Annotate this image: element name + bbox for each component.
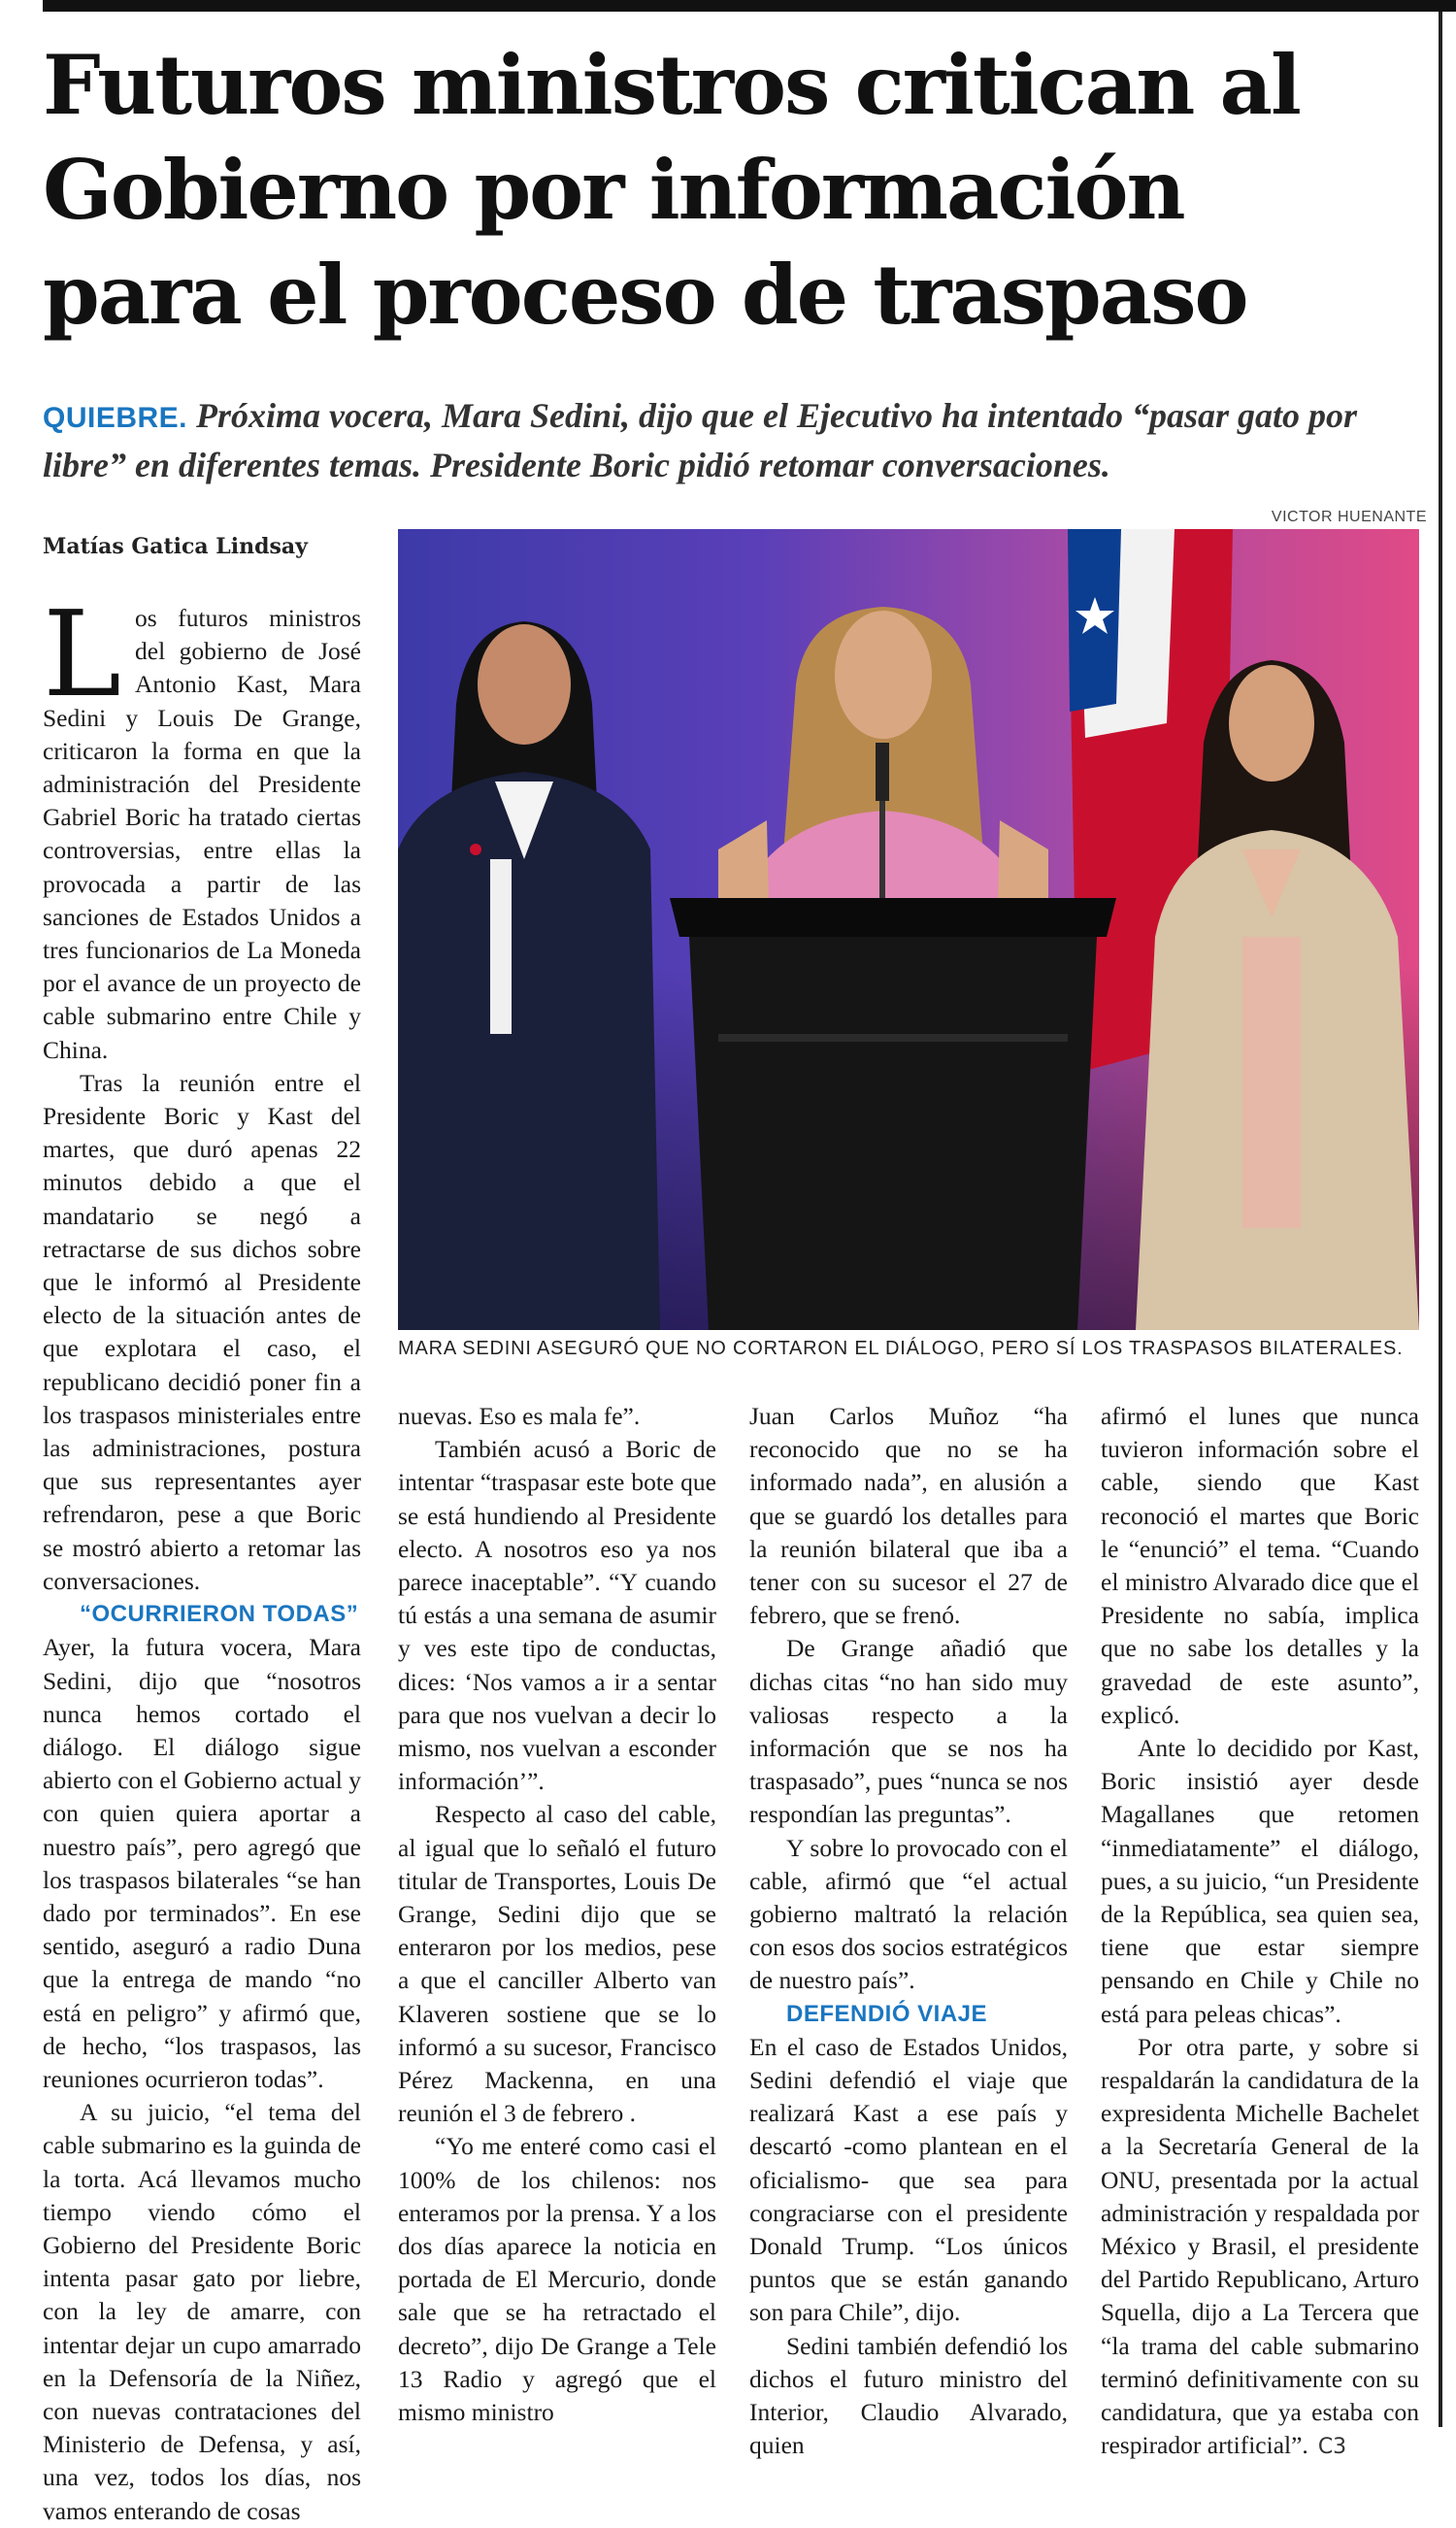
headline [43,33,1421,348]
col3-paragraph-1: Juan Carlos Muñoz “ha reconocido que no se ha informado nada”, en alusión a que se guardó los detalles para la reunión bilateral que iba a tener con su sucesor el 27 de febrero, que se frenó. [749,1402,1068,1630]
col4-paragraph-3 [1101,2031,1419,2465]
col4-paragraph-2: Ante lo decidido por Kast, Boric insistió ayer desde Magallanes que retomen “inmediatamente” el diálogo, pues, a su juicio, “un Presidente de la República, sea quien sea, tiene que estar siempre pensando en Chile y Chile no está para peleas chicas”. [1101,1734,1419,2028]
article-column-1 [43,585,361,2528]
article-column-4 [1101,1400,1419,2465]
col1-paragraph-4: A su juicio, “el tema del cable submarino es la guinda de la torta. Acá llevamos mucho tiempo viendo cómo el Gobierno del Presidente Boric intenta pasar gato por liebre, con la ley de amarre, con intentar dejar un cupo amarrado en la Defensoría de la Niñez, con nuevas contrataciones del Ministerio de Defensa, y así, una vez, todos los días, nos vamos enterando de cosas [43,2098,361,2525]
article-column-2 [398,1400,716,2429]
headline-line-1: Futuros ministros critican al [43,37,1300,133]
col2-paragraph-4: “Yo me enteré como casi el 100% de los chilenos: nos enteramos por la prensa. Y a los dos días aparece la noticia en portada de El Mercurio, donde sale que se ha retractado el decreto”, dijo De Grange a Tele 13 Radio y agregó que el mismo ministro [398,2132,716,2427]
col1-paragraph-1 [43,585,361,1067]
col1-subhead: “OCURRIERON TODAS” [80,1601,359,1628]
article-column-3 [749,1400,1068,2463]
drop-cap: L [43,585,122,723]
col3-paragraph-4: En el caso de Estados Unidos, Sedini defendió el viaje que realizará Kast a ese país y descartó -como plantean en el oficialismo- que sea para congraciarse con el presidente Donald Trump. “Los únicos puntos que se están ganando son para Chile”, dijo. [749,2032,1068,2327]
dek-kicker: QUIEBRE. [43,402,188,434]
col2-paragraph-2: También acusó a Boric de intentar “traspasar este bote que se está hundiendo al Presidente electo. A nosotros eso ya nos parece inaceptable”. “Y cuando tú estás a una semana de asumir y ves este tipo de conductas, dices: ‘Nos vamos a ir a sentar para que nos vuelvan a decir lo mismo, nos vuelvan a esconder información’”. [398,1435,716,1796]
col3-paragraph-2: De Grange añadió que dichas citas “no han sido muy valiosas respecto a la información que se nos ha traspasado”, pues “nunca se nos respondían las preguntas”. [749,1634,1068,1829]
col2-paragraph-1: nuevas. Eso es mala fe”. [398,1402,641,1430]
byline: Matías Gatica Lindsay [43,534,308,559]
col4-paragraph-1: afirmó el lunes que nunca tuvieron información sobre el cable, siendo que Kast reconoció el martes que Boric le “enunció” el tema. “Cuando el ministro Alvarado dice que el Presidente no sabía, implica que no sabe los detalles y la gravedad de este asunto”, explicó. [1101,1402,1419,1729]
col4-p3-text: Por otra parte, y sobre si respaldarán la candidatura de la expresidenta Michelle Bachelet a la Secretaría General de la ONU, presentada por la actual administración y respaldada por México y Brasil, el presidente del Partido Republicano, Arturo Squella, dijo a La Tercera que “la trama del cable submarino terminó definitivamente con su candidatura, que ya estaba con respirador artificial”. [1101,2032,1419,2460]
col3-paragraph-5: Sedini también defendió los dichos el futuro ministro del Interior, Claudio Alvarado, quien [749,2331,1068,2460]
photo-caption: MARA SEDINI ASEGURÓ QUE NO CORTARON EL DIÁLOGO, PERO SÍ LOS TRASPASOS BILATERALES. [398,1338,1404,1359]
col1-paragraph-3: Ayer, la futura vocera, Mara Sedini, dijo que “nosotros nunca hemos cortado el diálogo. El diálogo sigue abierto con el Gobierno actual y con quien quiera aportar a nuestro país”, pero agregó que los traspasos bilaterales “se han dado por terminados”. En ese sentido, aseguró a radio Duna que la entrega de mando “no está en peligro” y afirmó que, de hecho, “los traspasos, las reuniones ocurrieron todas”. [43,1633,361,2093]
end-mark: C3 [1317,2435,1347,2460]
dek [43,392,1421,488]
page-edge-rule [1439,12,1442,2427]
podium [670,898,1116,1330]
news-photo [398,529,1419,1330]
col2-paragraph-3: Respecto al caso del cable, al igual que lo señaló el futuro titular de Transportes, Louis De Grange, Sedini dijo que se enteraron por los medios, pese a que el canciller Alberto van Klaveren sostiene que se lo informó a su sucesor, Francisco Pérez Mackenna, en una reunión el 3 de febrero . [398,1800,716,2128]
photo-illustration [398,529,1419,1330]
photo-credit: VICTOR HUENANTE [1271,509,1427,525]
col3-paragraph-3: Y sobre lo provocado con el cable, afirmó que “el actual gobierno maltrató la relación con esos dos socios estratégicos de nuestro país”. [749,1833,1068,1995]
headline-line-3: para el proceso de traspaso [43,247,1247,343]
dek-text: Próxima vocera, Mara Sedini, dijo que el Ejecutivo ha intentado “pasar gato por libre” en diferentes temas. Presidente Boric pidió retomar conversaciones. [43,396,1358,484]
top-rule [43,0,1456,12]
col3-subhead: DEFENDIÓ VIAJE [786,2000,988,2027]
headline-line-2: Gobierno por información [43,142,1184,238]
col1-paragraph-2: Tras la reunión entre el Presidente Boric y Kast del martes, que duró apenas 22 minutos debido a que el mandatario se negó a retractarse de sus dichos sobre que le informó al Presidente electo de la situación antes de que explotara el caso, el republicano decidió poner fin a los traspasos ministeriales entre las administraciones, postura que sus representantes ayer refrendaron, pese a que Boric se mostró abierto a retomar las conversaciones. [43,1068,361,1595]
col1-p1-text: os futuros ministros del gobierno de José Antonio Kast, Mara Sedini y Louis De Grange, criticaron la forma en que la administración del Presidente Gabriel Boric ha tratado ciertas controversias, entre ellas la provocada a partir de las sanciones de Estados Unidos a tres funcionarios de La Moneda por el avance de un proyecto de cable submarino entre Chile y China. [43,604,361,1064]
